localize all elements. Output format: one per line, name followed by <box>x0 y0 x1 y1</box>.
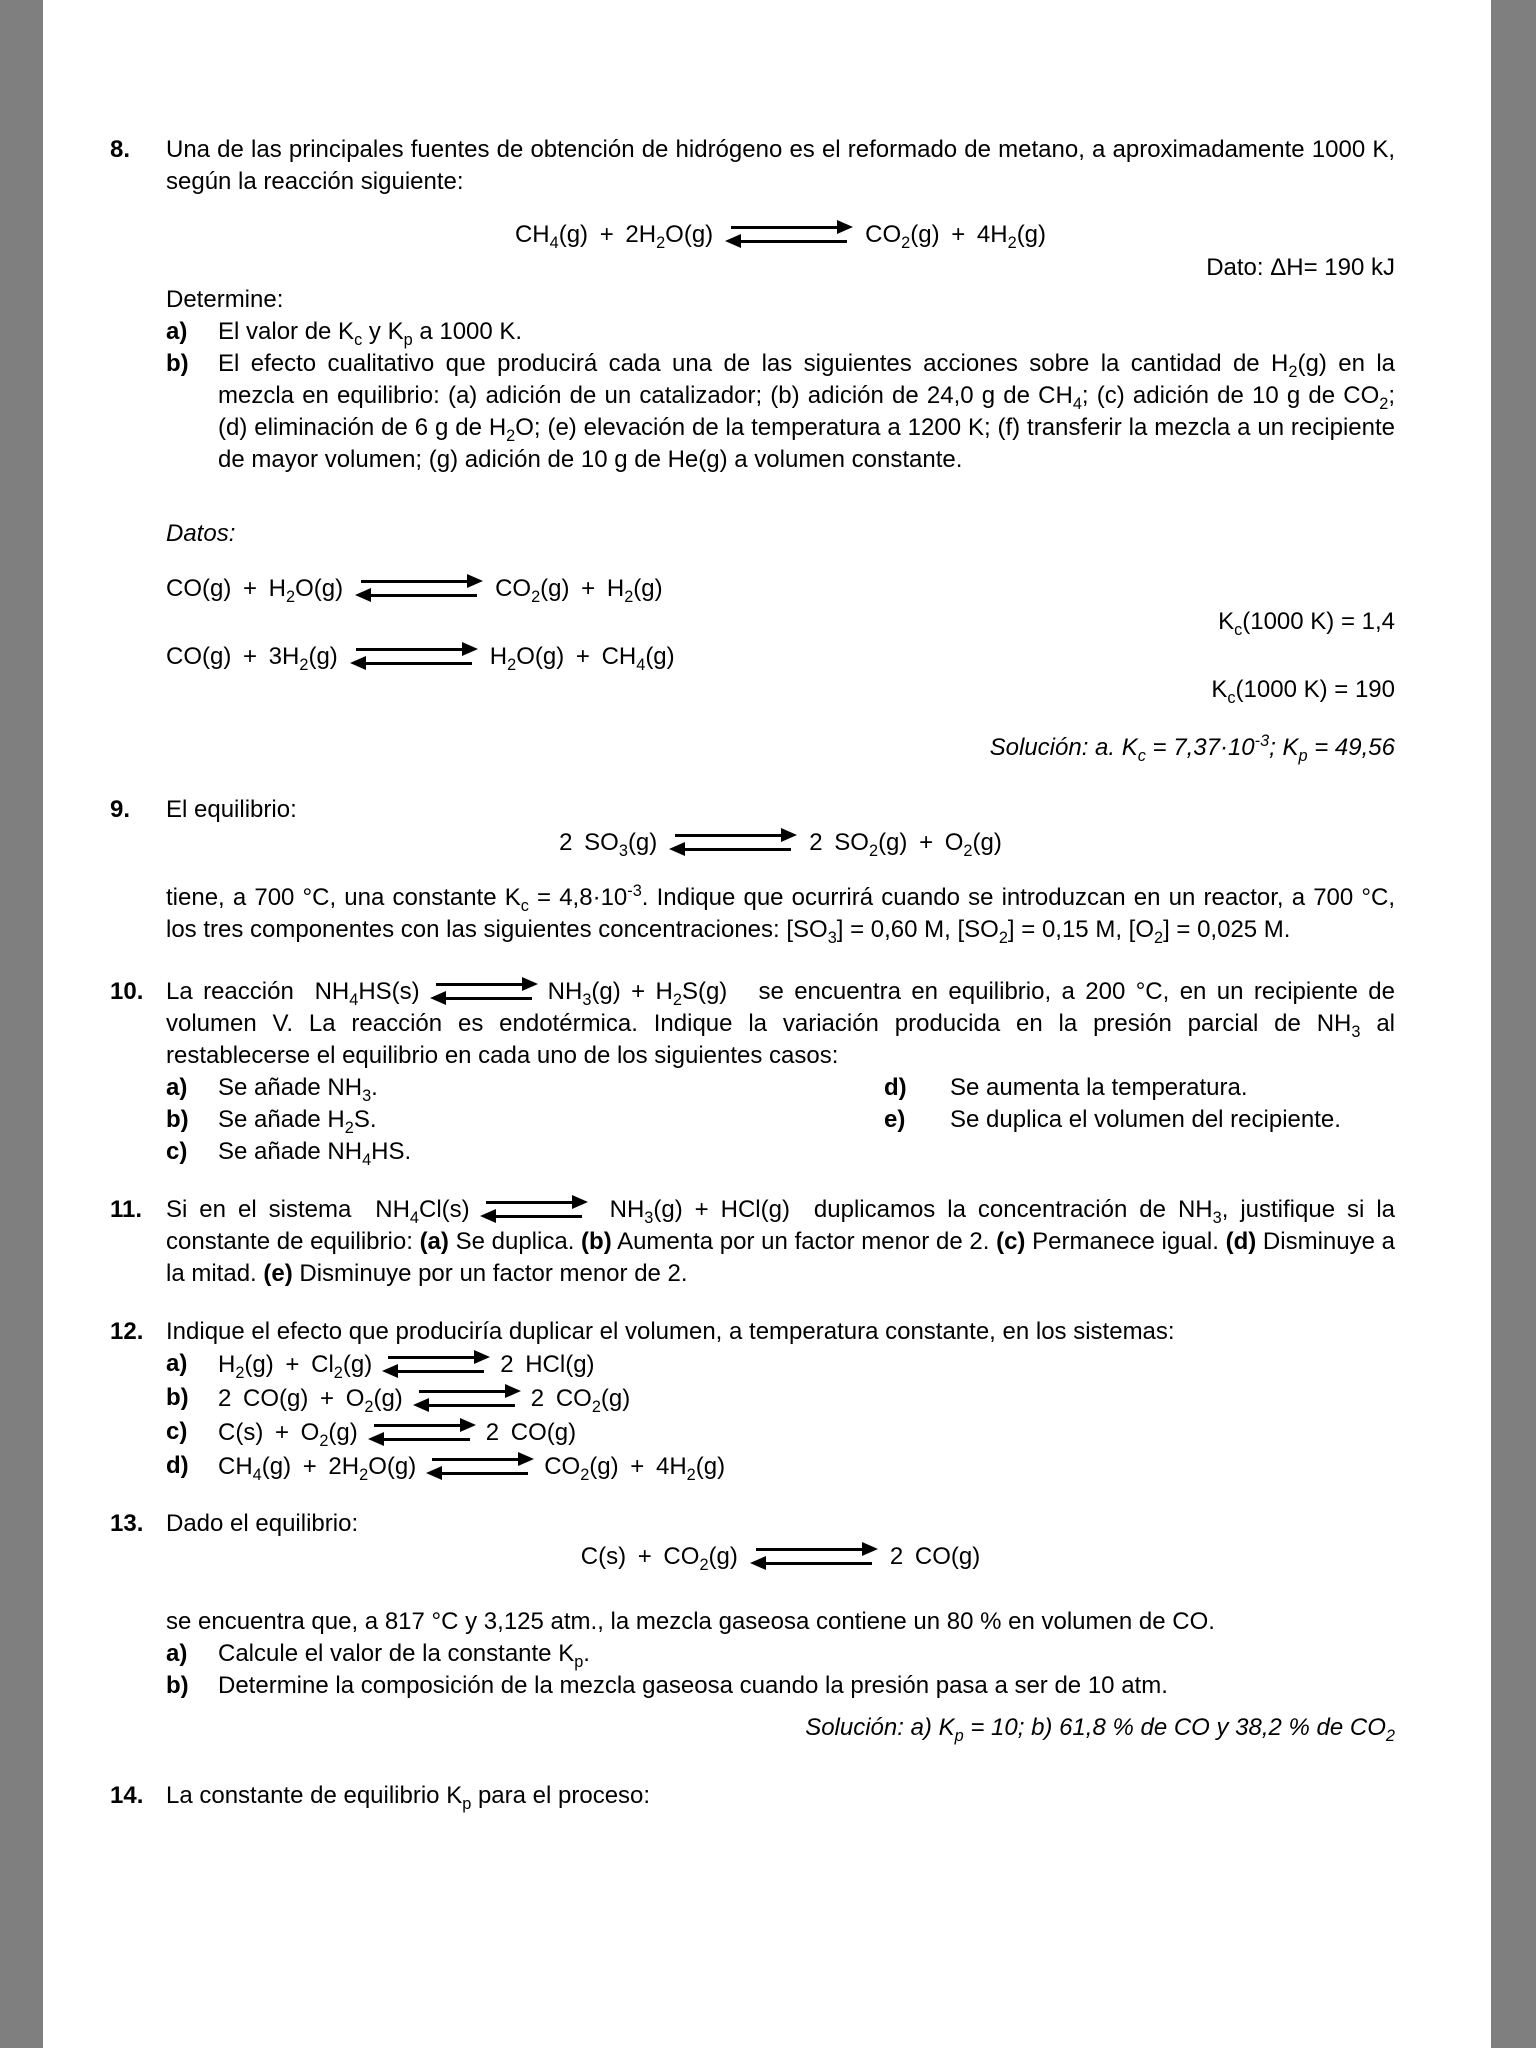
page-margin-band-left <box>0 0 43 2048</box>
problem-13-reaction <box>166 1540 1395 1574</box>
item-letter: b) <box>166 1672 189 1699</box>
problem-10 <box>110 976 1395 1168</box>
problem-9-text: tiene, a 700 °C, una constante $K_c = 4,8\cdot 10^{-3}$. Indique que ocurrirá cuando se introduzcan en un reactor, a 700 °C, los tres componentes con las siguientes concentraciones: $[SO_3] = 0,60$ M, $[SO_2] = 0,15$ M, $[O_2] = 0,025$ M. <box>166 882 1395 947</box>
equilibrium-arrow-icon <box>424 1453 536 1479</box>
item-text: Se añade $NH_4HS$. <box>218 1138 412 1169</box>
reaction-products: $H_2O(g) + CH_4(g)$ <box>489 643 675 674</box>
problem-13 <box>110 1508 1395 1744</box>
reaction-products: 2 CO(g) <box>889 1543 981 1570</box>
problem-13-intro: Dado el equilibrio: <box>166 1510 359 1537</box>
problem-8-kc-1: $K_c(1000$ K) = 1,4 <box>1218 608 1395 639</box>
problem-12-item-d <box>166 1450 1395 1484</box>
reaction-reactants: $CO(g) + 3H_2(g)$ <box>166 643 338 674</box>
equilibrium-arrow-icon <box>411 1385 523 1411</box>
item-text: Se aumenta la temperatura. <box>950 1074 1248 1101</box>
problem-12-intro: Indique el efecto que produciría duplicar el volumen, a temperatura constante, en los sistemas: <box>166 1318 1175 1345</box>
reaction-products: $CO_2(g) + 4H_2(g)$ <box>865 221 1047 252</box>
item-text: Se añade $NH_3$. <box>218 1074 378 1105</box>
problem-8-determine-label: Determine: <box>166 286 284 313</box>
page-margin-band-right <box>1491 0 1536 2048</box>
item-letter: a) <box>166 1640 188 1667</box>
reaction-reactants: $CH_4(g) + 2H_2O(g)$ <box>218 1453 417 1484</box>
problem-12-body <box>166 1316 1395 1484</box>
reaction-products: 2 $CO_2(g)$ <box>530 1385 631 1416</box>
document-page <box>43 0 1491 2048</box>
problem-11-number: 11. <box>110 1196 143 1223</box>
item-letter: b) <box>166 350 189 377</box>
item-letter: a) <box>166 318 188 345</box>
problem-8-reaction <box>166 218 1395 252</box>
problem-12-item-a <box>166 1348 1395 1382</box>
problem-13-item-a <box>166 1638 1395 1670</box>
problem-11-intro <box>166 1194 1395 1290</box>
reaction-reactants: $CH_4(g) + 2H_2O(g)$ <box>514 221 714 252</box>
item-text: El efecto cualitativo que producirá cada una de las siguientes acciones sobre la cantidad de $H_2(g)$ en la mezcla en equilibrio: (a) adición de un catalizador; (b) adición de 24,0 g de $CH_4$; (c) adición de 10 g de $CO_2$; (d) eliminación de 6 g de $H_2O$; (e) elevación de la temperatura a 1200 K; (f) transferir la mezcla a un recipiente de mayor volumen; (g) adición de 10 g de He(g) a volumen constante. <box>218 350 1396 473</box>
item-text: Se duplica el volumen del recipiente. <box>950 1106 1341 1133</box>
equilibrium-arrow-icon <box>348 643 480 669</box>
problem-8-solution: Solución: a. $K_c = 7,37\cdot 10^{-3}$; $K_p = 49,56$ <box>989 732 1395 765</box>
item-text: Determine la composición de la mezcla gaseosa cuando la presión pasa a ser de 10 atm. <box>218 1672 1168 1699</box>
problem-8-data-reaction-1 <box>166 572 1395 606</box>
problem-10-body <box>166 976 1395 1168</box>
problem-9-body <box>166 794 1395 946</box>
problem-14-intro: La constante de equilibrio $K_p$ para el proceso: <box>166 1782 651 1813</box>
reaction-reactants: $CO(g) + H_2O(g)$ <box>166 575 344 606</box>
reaction-equation <box>218 1450 1395 1484</box>
item-letter: b) <box>166 1384 189 1411</box>
problem-14-number: 14. <box>110 1782 144 1809</box>
problem-8-body <box>166 134 1395 764</box>
reaction-reactants: $C(s) + CO_2(g)$ <box>580 1543 738 1574</box>
problem-12 <box>110 1316 1395 1484</box>
equilibrium-arrow-icon <box>366 1419 478 1445</box>
reaction-equation <box>218 1348 1395 1382</box>
intro-text-after-reaction: $NH_3(g) + H_2S(g)$ se encuentra en equilibrio, a 200 °C, en un recipiente de volumen V. La reacción es endotérmica. Indique la variación producida en la presión parcial de $NH_3$ al restablecerse el equilibrio en cada uno de los siguientes casos: <box>166 978 1396 1069</box>
problem-14 <box>110 1780 1395 1812</box>
item-letter: c) <box>166 1418 188 1445</box>
problem-13-text: se encuentra que, a 817 °C y 3,125 atm., la mezcla gaseosa contiene un 80 % en volumen de CO. <box>166 1608 1215 1635</box>
item-letter: d) <box>884 1074 907 1101</box>
reaction-equation <box>218 1382 1395 1416</box>
problem-8-datos-label: Datos: <box>166 520 236 547</box>
reaction-products: $CO_2(g) + H_2(g)$ <box>495 575 663 606</box>
problem-12-item-b <box>166 1382 1395 1416</box>
problem-8-kc-2: $K_c(1000$ K) = 190 <box>1211 676 1395 707</box>
problem-11-body <box>166 1194 1395 1290</box>
problem-8-intro: Una de las principales fuentes de obtención de hidrógeno es el reformado de metano, a aproximadamente 1000 K, según la reacción siguiente: <box>166 136 1395 195</box>
problem-8-data-reaction-2 <box>166 640 1395 674</box>
intro-text-after-reaction: $NH_3(g) + HCl(g)$ duplicamos la concentración de $NH_3$, justifique si la constante de equilibrio: (a) Se duplica. (b) Aumenta por un factor menor de 2. (c) Permanece igual. (d) Disminuye a la mitad. (e) Disminuye por un factor menor de 2. <box>166 1196 1396 1287</box>
intro-text-before-reaction: La reacción $NH_4HS(s)$ <box>166 978 420 1009</box>
item-text: Se añade $H_2S$. <box>218 1106 377 1137</box>
reaction-products: 2 HCl(g) <box>500 1351 595 1378</box>
item-letter: b) <box>166 1106 189 1133</box>
problem-9 <box>110 794 1395 946</box>
reaction-reactants: $H_2(g) + Cl_2(g)$ <box>218 1351 373 1382</box>
equilibrium-arrow-icon <box>380 1351 492 1377</box>
problem-14-body <box>166 1780 1395 1812</box>
equilibrium-arrow-icon <box>353 575 485 601</box>
reaction-equation <box>218 1416 1395 1450</box>
item-letter: a) <box>166 1350 188 1377</box>
reaction-reactants: 2 $CO(g) + O_2(g)$ <box>218 1385 403 1416</box>
problem-8-item-b <box>166 348 1395 476</box>
reaction-reactants: $C(s) + O_2(g)$ <box>218 1419 358 1450</box>
item-letter: e) <box>884 1106 906 1133</box>
problem-13-number: 13. <box>110 1510 144 1537</box>
problem-12-number: 12. <box>110 1318 144 1345</box>
problem-9-reaction <box>166 826 1395 860</box>
intro-text-before-reaction: Si en el sistema $NH_4Cl(s)$ <box>166 1196 470 1227</box>
item-letter: c) <box>166 1138 188 1165</box>
equilibrium-arrow-icon <box>748 1543 880 1569</box>
problem-11 <box>110 1194 1395 1290</box>
problem-8-dato: Dato: ΔH= 190 kJ <box>1206 254 1395 281</box>
item-text: Calcule el valor de la constante $K_p$. <box>218 1640 590 1671</box>
problem-10-intro <box>166 976 1395 1072</box>
problem-8 <box>110 134 1395 764</box>
problem-12-item-c <box>166 1416 1395 1450</box>
item-text: El valor de $K_c$ y $K_p$ a 1000 K. <box>218 318 523 349</box>
problem-10-number: 10. <box>110 978 144 1005</box>
problem-8-item-a <box>166 316 1395 348</box>
reaction-reactants: 2 $SO_3(g)$ <box>559 829 658 860</box>
reaction-products: 2 $SO_2(g) + O_2(g)$ <box>809 829 1002 860</box>
problem-9-number: 9. <box>110 796 131 823</box>
problem-10-items <box>166 1072 1395 1168</box>
problem-13-solution: Solución: a) $K_p = 10$; b) 61,8 % de CO y 38,2 % de $CO_2$ <box>805 1714 1395 1745</box>
equilibrium-arrow-icon <box>723 221 855 247</box>
reaction-products: 2 CO(g) <box>485 1419 577 1446</box>
problem-9-intro: El equilibrio: <box>166 796 297 823</box>
item-letter: a) <box>166 1074 188 1101</box>
item-letter: d) <box>166 1452 189 1479</box>
problem-8-number: 8. <box>110 136 131 163</box>
problem-13-body <box>166 1508 1395 1744</box>
equilibrium-arrow-icon <box>478 1196 590 1222</box>
problem-13-item-b <box>166 1670 1395 1702</box>
equilibrium-arrow-icon <box>428 978 540 1004</box>
equilibrium-arrow-icon <box>667 829 799 855</box>
reaction-products: $CO_2(g) + 4H_2(g)$ <box>544 1453 726 1484</box>
